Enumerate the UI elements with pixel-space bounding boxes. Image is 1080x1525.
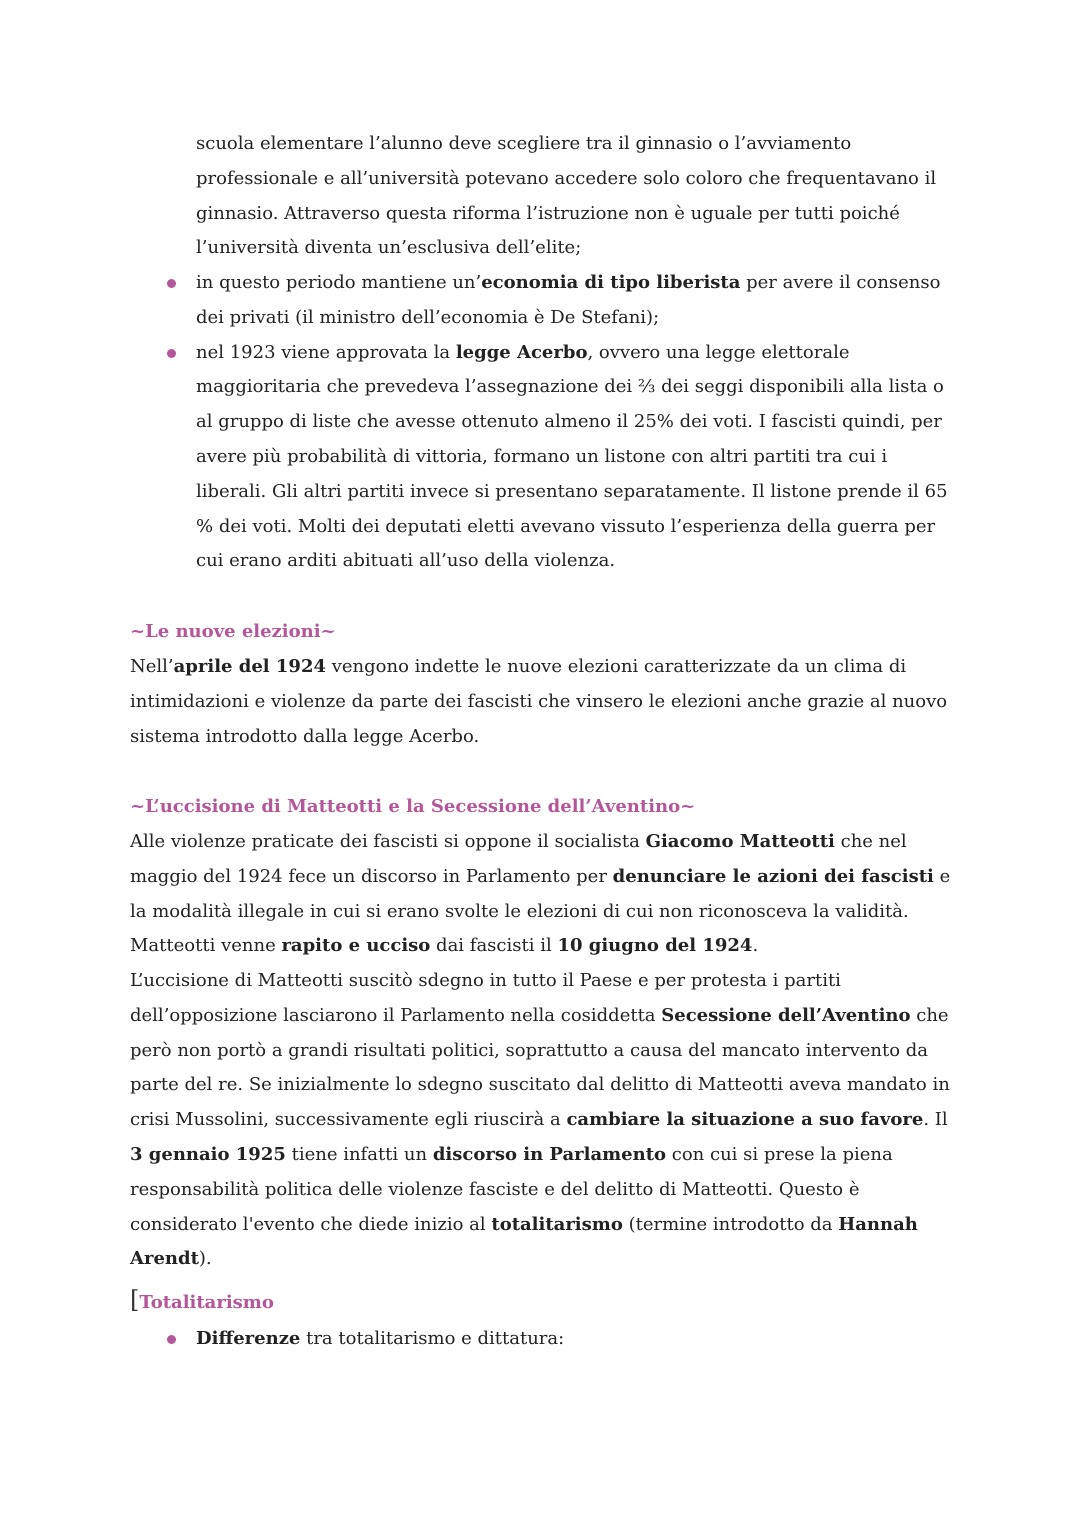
bullet-bold-text: legge Acerbo (455, 341, 588, 363)
bullet-bold-text: economia di tipo liberista (481, 272, 741, 293)
continued-bullet-span: scuola elementare l’alunno deve scegliere tra il ginnasio o l’avviamento professionale e all’università potevano accedere solo coloro che frequentavano il ginnasio. Attraverso questa riforma l’istruzione non è uguale per tutti poiché l’università diventa un’esclusiva dell’elite; (196, 133, 937, 259)
text: Alle violenze praticate dei fascisti si oppone il socialista (130, 831, 646, 852)
paragraph-elezioni (130, 650, 960, 754)
text: . Il (923, 1109, 948, 1131)
continued-bullet-text (196, 127, 956, 266)
bold-text: Giacomo Matteotti (645, 831, 835, 852)
text: Nell’ (130, 656, 174, 677)
text: ). (198, 1248, 212, 1270)
paragraph-matteotti-1 (130, 825, 960, 964)
text: . (752, 935, 759, 957)
bullet-text: per avere il consenso dei privati (il ministro dell’economia è De Stefani); (196, 272, 941, 328)
bullet-dot-icon (167, 349, 176, 358)
bullet-text: nel 1923 viene approvata la (196, 341, 456, 363)
bold-text: rapito e ucciso (281, 935, 431, 957)
text: con cui si prese la piena responsabilità politica delle violenze fasciste e del delitto di Matteotti. Questo è considerato l'evento che diede inizio al (130, 1143, 893, 1235)
bold-text: Hannah Arendt (130, 1213, 918, 1270)
text: e la modalità illegale in cui si erano svolte le elezioni di cui non riconosceva la validità. Matteotti venne (130, 865, 951, 957)
bullet-dot-icon (167, 1335, 176, 1344)
bullet-item-liberismo (0, 266, 956, 336)
bullet-list-top (0, 266, 1080, 579)
text: dai fascisti il (430, 935, 558, 957)
paragraph-matteotti-2 (130, 964, 960, 1277)
section-heading-elezioni: ~Le nuove elezioni~ (130, 621, 336, 642)
bold-text: discorso in Parlamento (432, 1143, 667, 1165)
bullet-bold-text: Differenze (196, 1328, 301, 1349)
bracket-mark: [ (130, 1286, 140, 1314)
bullet-text: tra totalitarismo e dittatura: (300, 1328, 565, 1349)
heading-text: Totalitarismo (139, 1292, 274, 1313)
bullet-item-differenze (0, 1322, 956, 1357)
bold-text: Secessione dell’Aventino (661, 1004, 911, 1026)
bullet-item-legge-acerbo (0, 336, 956, 580)
text: vengono indette le nuove elezioni caratterizzate da un clima di intimidazioni e violenze da parte dei fascisti che vinsero le elezioni anche grazie al nuovo sistema introdotto dalla legge Acerbo. (130, 656, 948, 747)
text: (termine introdotto da (622, 1213, 839, 1235)
section-heading-totalitarismo (130, 1283, 960, 1321)
bullet-dot-icon (167, 279, 176, 288)
text: tiene infatti un (285, 1143, 433, 1165)
bullet-text: , ovvero una legge elettorale maggioritaria che prevedeva l’assegnazione dei ⅔ dei seggi disponibili alla lista o al gruppo di liste che avesse ottenuto almeno il 25% dei voti. I fascisti quindi, per avere più probabilità di vittoria, formano un listone con altri partiti tra cui i liberali. Gli altri partiti invece si presentano separatamente. Il listone prende il 65 % dei voti. Molti dei deputati eletti avevano vissuto l’esperienza della guerra per cui erano arditi abituati all’uso della violenza. (196, 341, 948, 572)
section-heading-matteotti: ~L’uccisione di Matteotti e la Secessione dell’Aventino~ (130, 796, 696, 817)
bold-text: 10 giugno del 1924 (557, 935, 753, 957)
bold-text: cambiare la situazione a suo favore (566, 1109, 924, 1131)
bold-text: 3 gennaio 1925 (130, 1143, 286, 1165)
bold-text: aprile del 1924 (173, 656, 327, 677)
text: che nel maggio del 1924 fece un discorso in Parlamento per (130, 831, 907, 887)
bold-text: denunciare le azioni dei fascisti (612, 865, 934, 887)
bold-text: totalitarismo (491, 1213, 623, 1235)
text: che però non portò a grandi risultati politici, soprattutto a causa del mancato intervento da parte del re. Se inizialmente lo sdegno suscitato dal delitto di Matteotti aveva mandato in crisi Mussolini, successivamente egli riuscirà a (130, 1004, 950, 1131)
bullet-list-totalitarismo (0, 1322, 1080, 1357)
bullet-text: in questo periodo mantiene un’ (196, 272, 482, 293)
text: L’uccisione di Matteotti suscitò sdegno in tutto il Paese e per protesta i partiti dell’opposizione lasciarono il Parlamento nella cosiddetta (130, 970, 841, 1026)
